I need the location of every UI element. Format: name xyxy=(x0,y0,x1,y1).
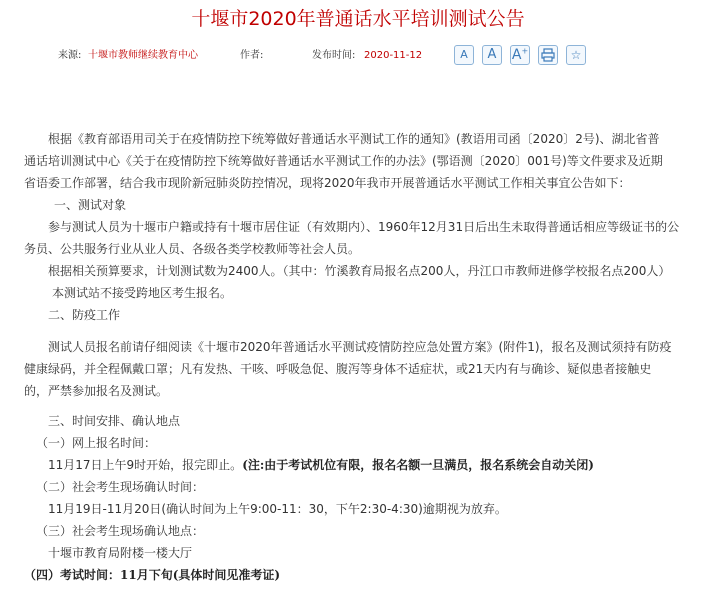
author-label: 作者: xyxy=(240,50,264,61)
plus-icon: + xyxy=(521,46,529,56)
subsection-line: 11月19日-11月20日(确认时间为上午9:00-11：30，下午2:30-4:30)逾期视为放弃。 xyxy=(48,502,507,516)
spacer xyxy=(24,326,688,336)
font-large-icon: A xyxy=(511,47,522,63)
paragraph-line: 根据相关预算要求，计划测试数为2400人。（其中：竹溪教育局报名点200人，丹江口市教师进修学校报名点200人） xyxy=(48,264,671,278)
font-medium-icon: A xyxy=(487,47,497,62)
registration-note: (注:由于考试机位有限，报名名额一旦满员，报名系统会自动关闭) xyxy=(242,458,594,472)
print-icon xyxy=(541,48,555,62)
paragraph-line: 省语委工作部署，结合我市现阶新冠肺炎防控情况，现将2020年我市开展普通话水平测试工作相关事宜公告如下： xyxy=(24,176,631,190)
star-icon: ☆ xyxy=(570,48,582,62)
subsection-heading: （二）社会考生现场确认时间： xyxy=(36,480,205,494)
section-heading-1: 一、测试对象 xyxy=(54,198,127,212)
font-size-large-button[interactable] xyxy=(510,45,530,65)
date-value: 2020-11-12 xyxy=(364,50,423,61)
font-size-small-button[interactable] xyxy=(454,45,474,65)
font-small-icon: A xyxy=(460,48,468,61)
subsection-heading: （三）社会考生现场确认地点： xyxy=(36,524,205,538)
article-body xyxy=(24,128,688,586)
source-value[interactable]: 十堰市教师继续教育中心 xyxy=(88,50,198,61)
paragraph-line: 参与测试人员为十堰市户籍或持有十堰市居住证（有效期内）、1960年12月31日后出生未取得普通话相应等级证书的公 xyxy=(48,220,680,234)
paragraph-line: 根据《教育部语用司关于在疫情防控下统筹做好普通话水平测试工作的通知》(教语用司函〔2020〕2号)、湖北省普 xyxy=(48,132,660,146)
source-label: 来源: xyxy=(58,50,82,61)
article-meta xyxy=(0,44,716,68)
date-label: 发布时间: xyxy=(312,50,356,61)
paragraph-line: 本测试站不接受跨地区考生报名。 xyxy=(52,286,233,300)
paragraph-line: 测试人员报名前请仔细阅读《十堰市2020年普通话水平测试疫情防控应急处置方案》(附件1)，报名及测试须持有防疫 xyxy=(48,340,672,354)
subsection-heading: （一）网上报名时间： xyxy=(36,436,157,450)
font-size-medium-button[interactable] xyxy=(482,45,502,65)
section-heading-2: 二、防疫工作 xyxy=(48,308,121,322)
registration-time: 11月17日上午9时开始，报完即止。 xyxy=(48,458,243,472)
section-heading-3: 三、时间安排、确认地点 xyxy=(48,414,181,428)
exam-time-line: （四）考试时间：11月下旬(具体时间见准考证) xyxy=(24,568,281,582)
subsection-line: 十堰市教育局附楼一楼大厅 xyxy=(48,546,193,560)
favorite-button[interactable] xyxy=(566,45,586,65)
paragraph-line: 健康绿码，并全程佩戴口罩；凡有发热、干咳、呼吸急促、腹泻等身体不适症状，或21天内有与确诊、疑似患者接触史 xyxy=(24,362,652,376)
print-button[interactable] xyxy=(538,45,558,65)
paragraph-line: 的，严禁参加报名及测试。 xyxy=(24,384,169,398)
spacer xyxy=(24,402,688,410)
paragraph-line: 通话培训测试中心《关于在疫情防控下统筹做好普通话水平测试工作的办法》(鄂语测〔2020〕001号)等文件要求及近期 xyxy=(24,154,663,168)
paragraph-line: 务员、公共服务行业从业人员、各级各类学校教师等社会人员。 xyxy=(24,242,361,256)
page-title: 十堰市2020年普通话水平培训测试公告 xyxy=(191,8,525,30)
subsection-line xyxy=(24,454,688,476)
